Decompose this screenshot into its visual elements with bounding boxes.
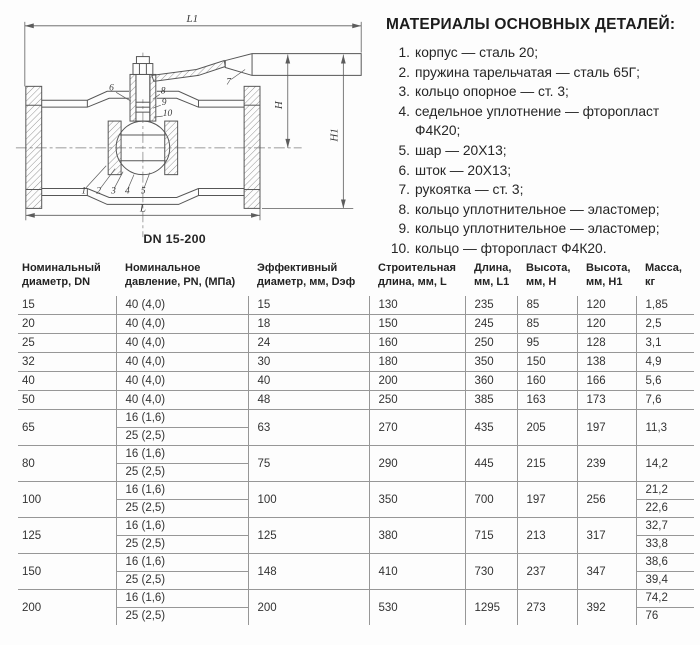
table-cell: 148 (248, 554, 369, 590)
table-cell: 40 (22, 375, 35, 387)
table-cell: 5,6 (636, 372, 694, 391)
table-cell: 20 (22, 318, 35, 330)
stem-assembly (129, 57, 157, 121)
handle (152, 54, 361, 82)
materials-list-item (386, 43, 696, 63)
table-row (18, 315, 694, 334)
table-cell: 15 (248, 296, 369, 315)
left-flange (26, 86, 42, 208)
table-row (18, 410, 694, 446)
table-subcell: 16 (1,6) (117, 590, 248, 608)
table-cell: 180 (369, 353, 465, 372)
table-row (18, 446, 694, 482)
table-cell (636, 518, 694, 554)
table-row (18, 334, 694, 353)
item-number: 3. (398, 84, 410, 100)
table-cell: 173 (577, 391, 636, 410)
column-header: Эффективный диаметр, мм, Dэф (257, 262, 356, 288)
table-cell: 445 (465, 446, 517, 482)
dimension-label-l: L (139, 202, 147, 215)
table-cell: 40 (4,0) (116, 315, 248, 334)
valve-cross-section-drawing (4, 2, 386, 258)
table-subcell: 16 (1,6) (117, 410, 248, 428)
item-number: 5. (398, 142, 410, 158)
item-text: седельное уплотнение — фторопласт Ф4К20; (415, 103, 660, 139)
item-number: 2. (398, 64, 410, 80)
callout-1: 1 (81, 186, 87, 197)
item-text: рукоятка — ст. 3; (415, 182, 524, 198)
table-subcell: 33,8 (645, 538, 668, 550)
table-cell: 100 (22, 493, 42, 506)
item-text: пружина тарельчатая — сталь 65Г; (415, 64, 640, 80)
right-seat-ring (165, 121, 178, 175)
dimension-label-l1: L1 (186, 12, 199, 25)
specification-table (18, 262, 694, 625)
table-cell: 18 (248, 315, 369, 334)
table-cell: 290 (369, 446, 465, 482)
materials-list-item (386, 180, 696, 200)
materials-list-item (386, 82, 696, 102)
materials-list-item (386, 161, 696, 181)
table-cell: 530 (369, 590, 465, 626)
item-text: кольцо уплотнительное — эластомер; (415, 201, 660, 217)
table-cell: 160 (517, 372, 577, 391)
table-cell: 360 (465, 372, 517, 391)
table-cell: 245 (465, 315, 517, 334)
item-text: корпус — сталь 20; (415, 45, 539, 60)
table-cell: 138 (577, 353, 636, 372)
table-row (18, 518, 694, 554)
table-cell: 273 (517, 590, 577, 626)
table-subcell: 16 (1,6) (117, 518, 248, 536)
table-cell: 40 (4,0) (116, 391, 248, 410)
item-number: 4. (398, 103, 410, 119)
table-subcell: 74,2 (637, 590, 695, 608)
materials-list-item (386, 63, 696, 83)
callout-7: 7 (226, 77, 231, 88)
table-cell (116, 518, 248, 554)
table-cell: 65 (22, 421, 35, 434)
table-cell: 205 (517, 410, 577, 446)
table-cell: 125 (22, 529, 42, 542)
table-cell: 11,3 (636, 410, 694, 446)
item-number: 1. (398, 45, 410, 60)
table-cell: 40 (4,0) (116, 353, 248, 372)
table-cell: 63 (248, 410, 369, 446)
table-cell: 197 (517, 482, 577, 518)
table-cell: 7,6 (636, 391, 694, 410)
table-subcell: 39,4 (645, 574, 668, 586)
table-cell: 14,2 (636, 446, 694, 482)
table-cell: 50 (22, 394, 35, 406)
materials-section (386, 16, 696, 259)
table-cell: 239 (577, 446, 636, 482)
table-cell: 15 (22, 299, 35, 311)
callout-8: 8 (160, 86, 166, 97)
table-cell: 435 (465, 410, 517, 446)
table-cell (116, 410, 248, 446)
item-number: 9. (398, 221, 410, 237)
table-subcell: 16 (1,6) (117, 446, 248, 464)
item-number: 7. (398, 182, 410, 198)
table-cell: 48 (248, 391, 369, 410)
table-cell: 150 (517, 353, 577, 372)
table-subcell: 25 (2,5) (125, 466, 166, 478)
table-cell (636, 482, 694, 518)
table-cell: 700 (465, 482, 517, 518)
materials-list-item (386, 102, 696, 141)
table-cell: 4,9 (636, 353, 694, 372)
table-subcell: 32,7 (637, 518, 695, 536)
table-cell: 100 (248, 482, 369, 518)
table-cell: 40 (4,0) (116, 296, 248, 315)
table-cell: 3,1 (636, 334, 694, 353)
table-cell: 250 (465, 334, 517, 353)
table-cell: 197 (577, 410, 636, 446)
table-subcell: 16 (1,6) (117, 482, 248, 500)
item-number: 8. (398, 201, 410, 217)
table-row (18, 372, 694, 391)
materials-list (386, 43, 696, 259)
column-header: Номинальный диаметр, DN (22, 262, 101, 288)
table-subcell: 22,6 (645, 502, 668, 514)
callout-6: 6 (109, 83, 114, 94)
dn-range-label: DN 15-200 (143, 232, 206, 247)
table-cell: 350 (369, 482, 465, 518)
callout-2: 2 (96, 186, 101, 197)
table-cell: 85 (517, 315, 577, 334)
table-cell: 1,85 (636, 296, 694, 315)
item-text: шток — 20Х13; (415, 162, 512, 178)
table-cell (116, 482, 248, 518)
table-subcell: 25 (2,5) (125, 574, 166, 586)
table-cell: 213 (517, 518, 577, 554)
table-subcell: 25 (2,5) (125, 610, 166, 622)
table-subcell: 21,2 (637, 482, 695, 500)
table-cell (636, 554, 694, 590)
table-cell: 25 (22, 337, 35, 349)
table-cell: 250 (369, 391, 465, 410)
table-cell: 163 (517, 391, 577, 410)
table-cell: 150 (369, 315, 465, 334)
table-row (18, 590, 694, 626)
column-header: Номинальное давление, PN, (МПа) (125, 262, 236, 288)
table-cell: 85 (517, 296, 577, 315)
table-cell: 380 (369, 518, 465, 554)
table-cell: 120 (577, 296, 636, 315)
materials-list-item (386, 141, 696, 161)
table-cell: 40 (4,0) (116, 372, 248, 391)
table-cell: 200 (22, 601, 42, 614)
right-flange (244, 86, 260, 208)
column-header: Строительная длина, мм, L (378, 262, 456, 288)
table-cell: 1295 (465, 590, 517, 626)
table-cell: 128 (577, 334, 636, 353)
table-cell: 235 (465, 296, 517, 315)
column-header: Масса, кг (645, 262, 682, 288)
table-cell: 410 (369, 554, 465, 590)
table-cell: 270 (369, 410, 465, 446)
callout-5: 5 (140, 186, 146, 197)
table-cell: 200 (369, 372, 465, 391)
table-row (18, 554, 694, 590)
callout-10: 10 (162, 109, 173, 120)
table-cell: 150 (22, 565, 42, 578)
table-body (18, 296, 694, 625)
callout-9: 9 (161, 98, 167, 109)
table-cell (636, 590, 694, 626)
table-cell: 215 (517, 446, 577, 482)
table-cell: 166 (577, 372, 636, 391)
item-text: кольцо — фторопласт Ф4К20. (415, 240, 607, 256)
dimension-h1 (262, 55, 353, 209)
callout-4: 4 (125, 186, 130, 197)
table-cell: 347 (577, 554, 636, 590)
table-row (18, 296, 694, 315)
dimension-label-h: H (272, 101, 285, 110)
dimension-label-h1: H1 (328, 128, 341, 142)
table-cell: 200 (248, 590, 369, 626)
materials-title: МАТЕРИАЛЫ ОСНОВНЫХ ДЕТАЛЕЙ: (386, 16, 676, 33)
table-cell: 130 (369, 296, 465, 315)
table-subcell: 25 (2,5) (125, 430, 166, 442)
table-row (18, 482, 694, 518)
table-cell: 120 (577, 315, 636, 334)
table-row (18, 353, 694, 372)
materials-list-item (386, 200, 696, 220)
table-cell: 32 (22, 356, 35, 368)
item-number: 6. (398, 162, 410, 178)
item-text: шар — 20Х13; (415, 142, 507, 158)
table-cell: 317 (577, 518, 636, 554)
table-cell: 95 (517, 334, 577, 353)
materials-list-item (386, 239, 696, 259)
table-subcell: 25 (2,5) (125, 538, 166, 550)
table-cell: 256 (577, 482, 636, 518)
table-subcell: 38,6 (637, 554, 695, 572)
table-cell: 160 (369, 334, 465, 353)
item-text: кольцо опорное — ст. 3; (415, 84, 569, 100)
table-cell (116, 446, 248, 482)
table-cell: 385 (465, 391, 517, 410)
column-header: Высота, мм, H1 (586, 262, 631, 288)
table-row (18, 391, 694, 410)
table-cell (116, 554, 248, 590)
table-cell: 715 (465, 518, 517, 554)
table-cell: 24 (248, 334, 369, 353)
table-cell: 125 (248, 518, 369, 554)
table-cell: 40 (248, 372, 369, 391)
column-header: Высота, мм, H (526, 262, 571, 288)
table-header-row (18, 262, 694, 296)
left-seat-ring (108, 121, 121, 175)
item-text: кольцо уплотнительное — эластомер; (415, 221, 660, 237)
table-cell (116, 590, 248, 626)
table-subcell: 16 (1,6) (117, 554, 248, 572)
materials-list-item (386, 219, 696, 239)
table-cell: 730 (465, 554, 517, 590)
table-cell: 2,5 (636, 315, 694, 334)
table-cell: 40 (4,0) (116, 334, 248, 353)
table-subcell: 76 (645, 610, 659, 622)
table-cell: 75 (248, 446, 369, 482)
column-header: Длина, мм, L1 (474, 262, 512, 288)
table-subcell: 25 (2,5) (125, 502, 166, 514)
table-cell: 237 (517, 554, 577, 590)
table-cell: 30 (248, 353, 369, 372)
table-cell: 80 (22, 457, 35, 470)
table-cell: 392 (577, 590, 636, 626)
item-number: 10. (390, 240, 410, 256)
table-cell: 350 (465, 353, 517, 372)
callout-3: 3 (111, 186, 116, 197)
